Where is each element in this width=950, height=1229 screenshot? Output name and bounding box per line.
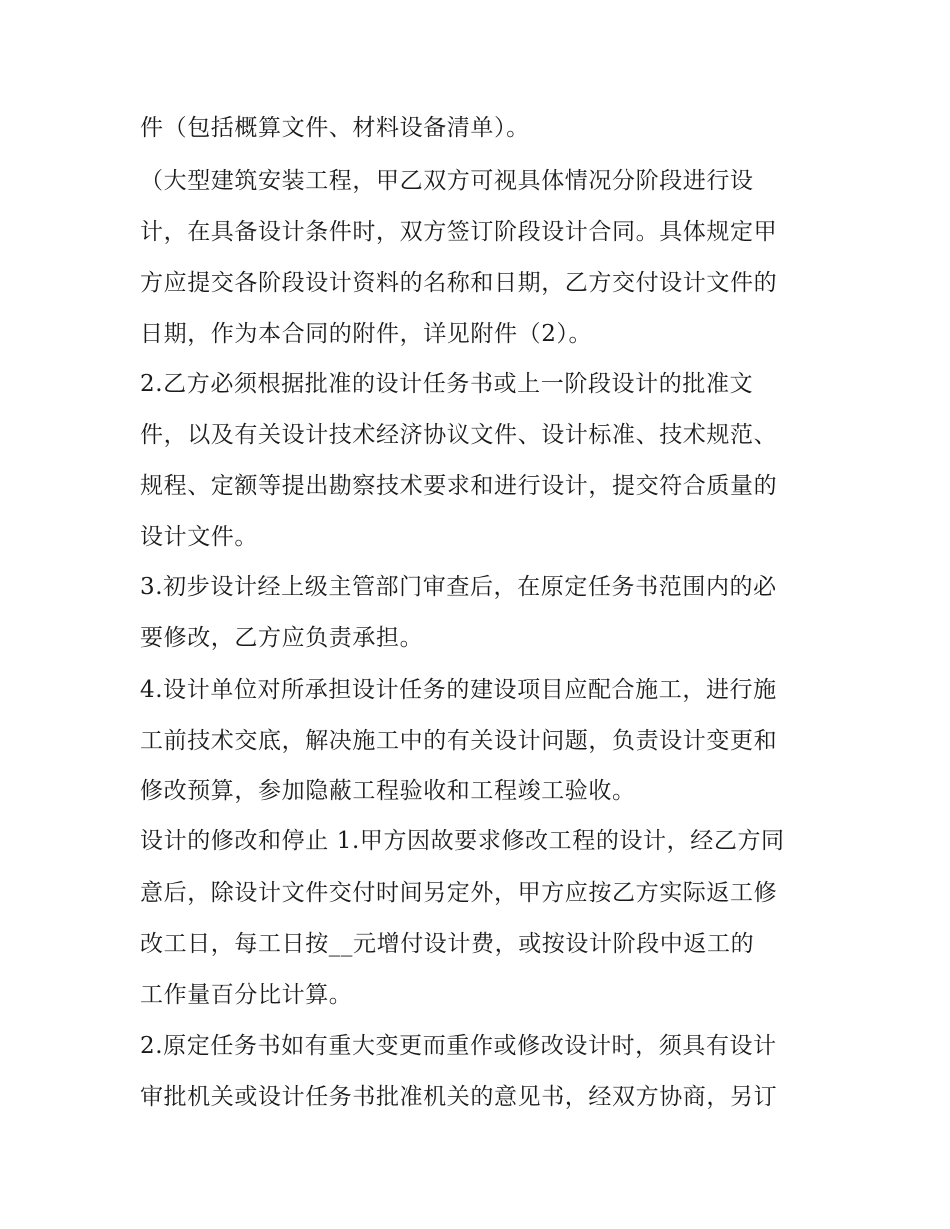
text-line: 修改预算，参加隐蔽工程验收和工程竣工验收。 [140, 778, 636, 804]
text-line: （大型建筑安装工程，甲乙双方可视具体情况分阶段进行设 [140, 168, 754, 194]
text-line: 4.设计单位对所承担设计任务的建设项目应配合施工，进行施 [140, 677, 777, 703]
text-line: 3.初步设计经上级主管部门审查后，在原定任务书范围内的必 [140, 574, 777, 600]
text-line: 改工日，每工日按__元增付设计费，或按设计阶段中返工的 [140, 931, 755, 957]
text-line: 计，在具备设计条件时，双方签订阶段设计合同。具体规定甲 [140, 219, 778, 245]
text-line: 工作量百分比计算。 [140, 982, 353, 1008]
text-line: 2.原定任务书如有重大变更而重作或修改设计时，须具有设计 [140, 1033, 777, 1059]
text-line: 意后，除设计文件交付时间另定外，甲方应按乙方实际返工修 [140, 880, 778, 906]
text-line: 要修改，乙方应负责承担。 [140, 625, 424, 651]
text-line: 规程、定额等提出勘察技术要求和进行设计，提交符合质量的 [140, 473, 778, 499]
text-line: 件（包括概算文件、材料设备清单）。 [140, 115, 530, 141]
text-line: 工前技术交底，解决施工中的有关设计问题，负责设计变更和 [140, 728, 778, 754]
text-line: 设计文件。 [140, 524, 258, 550]
text-line: 审批机关或设计任务书批准机关的意见书，经双方协商，另订 [140, 1084, 778, 1110]
text-line: 方应提交各阶段设计资料的名称和日期，乙方交付设计文件的 [140, 270, 778, 296]
text-line: 2.乙方必须根据批准的设计任务书或上一阶段设计的批准文 [140, 371, 754, 397]
text-line: 件，以及有关设计技术经济协议文件、设计标准、技术规范、 [140, 422, 778, 448]
text-line: 设计的修改和停止 1.甲方因故要求修改工程的设计，经乙方同 [140, 828, 785, 854]
text-line: 日期，作为本合同的附件，详见附件（2）。 [140, 321, 593, 347]
